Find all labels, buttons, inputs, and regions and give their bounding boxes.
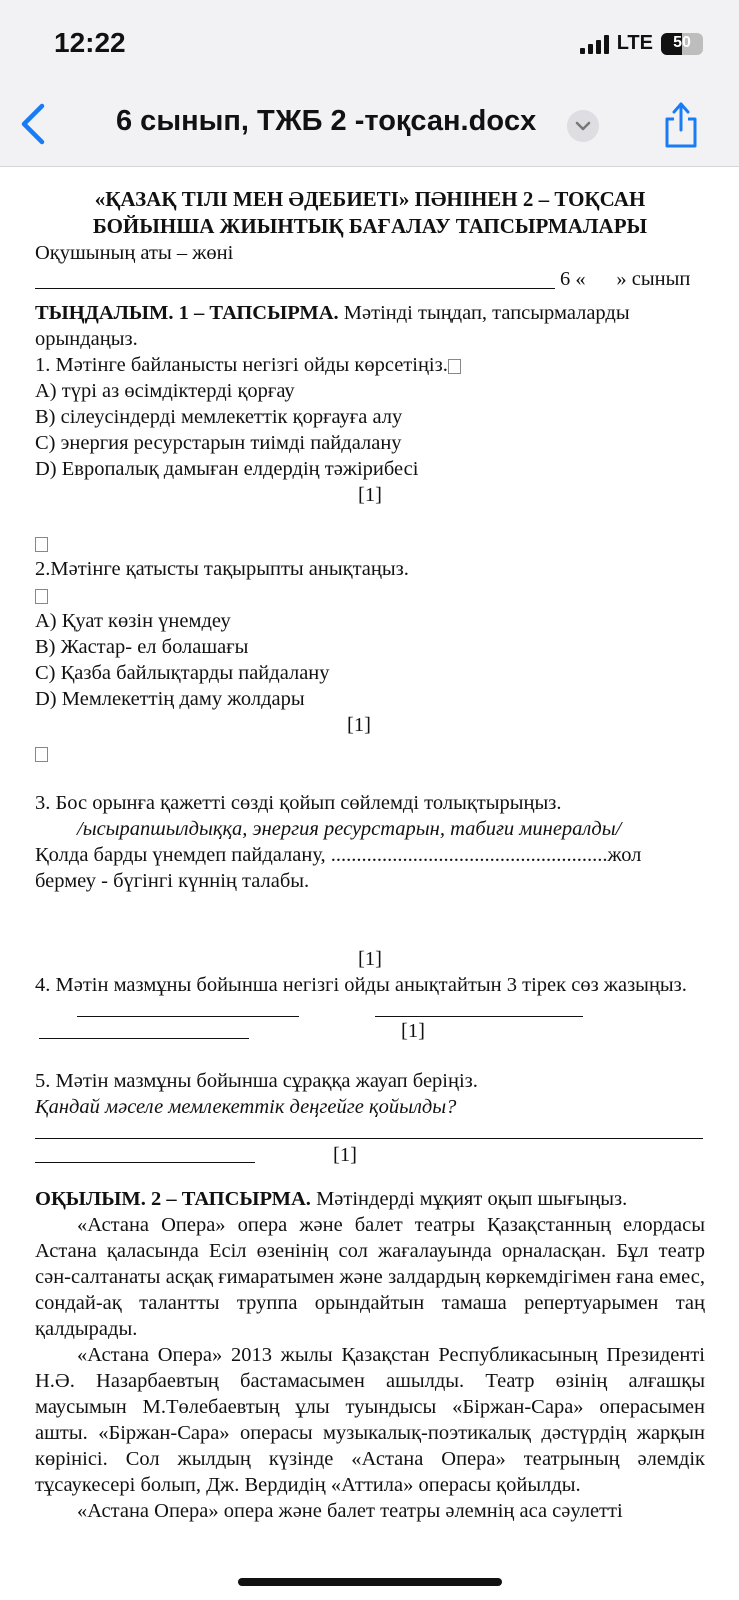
question-1: 1. Мәтінге байланысты негізгі ойды көрсетіңіз. <box>35 352 705 378</box>
q4-score: [1] <box>401 1020 425 1042</box>
q5-question: Қандай мәселе мемлекеттік деңгейге қойылды? <box>35 1096 457 1118</box>
battery-level: 50 <box>673 33 691 51</box>
document-body <box>35 186 705 1524</box>
q2-option-d: D) Мемлекеттің даму жолдары <box>35 688 305 710</box>
chevron-down-icon[interactable] <box>567 110 599 142</box>
document-title[interactable]: 6 сынып, ТЖБ 2 -тоқсан.docx <box>116 105 537 137</box>
home-indicator[interactable] <box>238 1578 502 1586</box>
q3-sentence-line1: Қолда барды үнемдеп пайдалану, ......................................................жол <box>35 844 642 866</box>
empty-box-3 <box>35 740 705 766</box>
q4-answer-lines <box>35 998 705 1054</box>
question-3: 3. Бос орынға қажетті сөзді қойып сөйлемді толықтырыңыз. <box>35 792 562 814</box>
q1-option-d: D) Европалық дамыған елдердің тәжірибесі <box>35 458 419 480</box>
question-5: 5. Мәтін мазмұны бойынша сұраққа жауап беріңіз. <box>35 1070 478 1092</box>
task1-heading: ТЫҢДАЛЫМ. 1 – ТАПСЫРМА. <box>35 302 339 324</box>
network-type: LTE <box>616 32 653 54</box>
task1-instruction: Мәтінді тыңдап, тапсырмаларды орындаңыз. <box>35 302 630 350</box>
task1-paragraph <box>35 300 705 352</box>
q5-score: [1] <box>333 1144 357 1166</box>
task2-heading: ОҚЫЛЫМ. 2 – ТАПСЫРМА. <box>35 1188 311 1210</box>
q1-option-b: B) сілеусіндерді мемлекеттік қорғауға алу <box>35 406 403 428</box>
task2-paragraph <box>35 1186 705 1212</box>
q1-option-a: A) түрі аз өсімдіктерді қорғау <box>35 380 295 402</box>
q2-option-a: A) Қуат көзін үнемдеу <box>35 610 231 632</box>
q2-option-c: C) Қазба байлықтарды пайдалану <box>35 662 330 684</box>
reading-paragraph-3: «Астана Опера» опера және балет театры әлемнің аса сәулетті <box>77 1500 623 1522</box>
reading-paragraph-1: «Астана Опера» опера және балет театры Қазақстанның елордасы Астана қаласында Есіл өзенінің сол жағалауында орналасқан. Бұл театр сән-салтанаты асқақ ғимаратымен және залдардың көркемдігімен ғана емес, сондай-ақ талантты труппа орындайтын тамаша репертуарымен таң қалдырады. <box>35 1214 705 1340</box>
q1-option-c: C) энергия ресурстарын тиімді пайдалану <box>35 432 402 454</box>
checkbox-icon <box>448 359 461 374</box>
q2-option-b: B) Жастар- ел болашағы <box>35 636 249 658</box>
doc-title-line1: «ҚАЗАҚ ТІЛІ МЕН ӘДЕБИЕТІ» ПӘНІНЕН 2 – ТОҚСАН <box>94 187 646 211</box>
q5-answer-lines <box>35 1120 705 1172</box>
doc-title-line2: БОЙЫНША ЖИЫНТЫҚ БАҒАЛАУ ТАПСЫРМАЛАРЫ <box>92 214 648 238</box>
chevron-left-icon[interactable] <box>18 102 48 146</box>
student-name-line <box>35 266 705 294</box>
q3-sentence-line2: бермеу - бүгінгі күннің талабы. <box>35 870 310 892</box>
student-name-label: Оқушының аты – жөні <box>35 242 234 264</box>
battery-icon <box>661 33 703 55</box>
status-icons <box>580 32 703 55</box>
signal-icon <box>580 34 609 54</box>
checkbox-icon <box>35 537 48 552</box>
q1-score: [1] <box>358 484 382 506</box>
reading-paragraph-2: «Астана Опера» 2013 жылы Қазақстан Республикасының Президенті Н.Ә. Назарбаевтың бастамасымен ашылды. Театр өзінің алғашқы маусымын М.Төлебаевтың ұлы туындысы «Біржан-Сара» операсымен ашты. «Біржан-Сара» операсы музыкалық-поэтикалық дәстүрдің жарқын көрінісі. Сол жылдың күзінде «Астана Опера» театрының әлемдік тұсаукесері болып, Дж. Вердидің «Аттила» операсы қойылды. <box>35 1344 705 1496</box>
q3-score: [1] <box>358 948 382 970</box>
grade-text: 6 « » сынып <box>560 268 691 290</box>
share-icon[interactable] <box>661 100 701 150</box>
task2-instruction: Мәтіндерді мұқият оқып шығыңыз. <box>310 1188 628 1210</box>
question-2: 2.Мәтінге қатысты тақырыпты анықтаңыз. <box>35 558 409 580</box>
empty-box-1 <box>35 530 705 556</box>
q2-score: [1] <box>347 714 371 736</box>
checkbox-icon <box>35 589 48 604</box>
checkbox-icon <box>35 747 48 762</box>
empty-box-2 <box>35 582 705 608</box>
top-bar <box>0 0 739 167</box>
status-time: 12:22 <box>54 27 126 58</box>
q3-options: /ысырапшылдыққа, энергия ресурстарын, табиғи минералды/ <box>77 818 622 840</box>
question-4: 4. Мәтін мазмұны бойынша негізгі ойды анықтайтын 3 тірек сөз жазыңыз. <box>35 974 687 996</box>
